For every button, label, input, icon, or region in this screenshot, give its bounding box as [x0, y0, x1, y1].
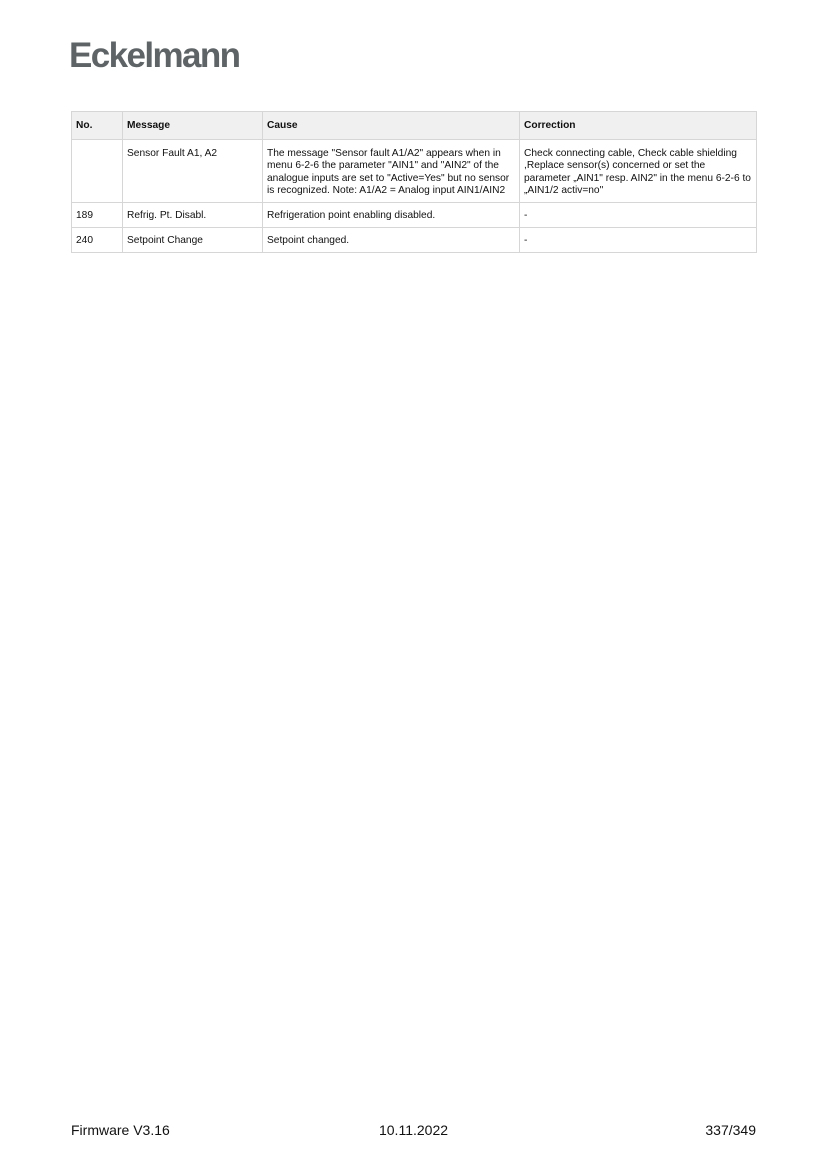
cell-message: Sensor Fault A1, A2 [123, 140, 263, 203]
column-header-cause: Cause [263, 112, 520, 140]
cell-correction: - [520, 228, 757, 253]
company-logo: Eckelmann [69, 36, 240, 75]
cell-no: 240 [72, 228, 123, 253]
cell-correction: - [520, 202, 757, 227]
column-header-correction: Correction [520, 112, 757, 140]
cell-no: 189 [72, 202, 123, 227]
cell-cause: Setpoint changed. [263, 228, 520, 253]
cell-correction: Check connecting cable, Check cable shielding ,Replace sensor(s) concerned or set the parameter „AIN1" resp. AIN2" in the menu 6-2-6 to „AIN1/2 activ=no" [520, 140, 757, 203]
column-header-no: No. [72, 112, 123, 140]
column-header-message: Message [123, 112, 263, 140]
cell-no [72, 140, 123, 203]
table-row [72, 140, 757, 203]
cell-cause: The message "Sensor fault A1/A2" appears when in menu 6-2-6 the parameter "AIN1" and "AIN2" of the analogue inputs are set to "Active=Yes" but no sensor is recognized. Note: A1/A2 = Analog input AIN1/AIN2 [263, 140, 520, 203]
footer-date: 10.11.2022 [378, 1122, 449, 1138]
cell-message: Refrig. Pt. Disabl. [123, 202, 263, 227]
footer-firmware: Firmware V3.16 [71, 1122, 170, 1138]
cell-cause: Refrigeration point enabling disabled. [263, 202, 520, 227]
message-table [71, 111, 757, 253]
table-header-row [72, 112, 757, 140]
cell-message: Setpoint Change [123, 228, 263, 253]
table-row [72, 202, 757, 227]
footer-page-number: 337/349 [705, 1122, 756, 1138]
table-row [72, 228, 757, 253]
